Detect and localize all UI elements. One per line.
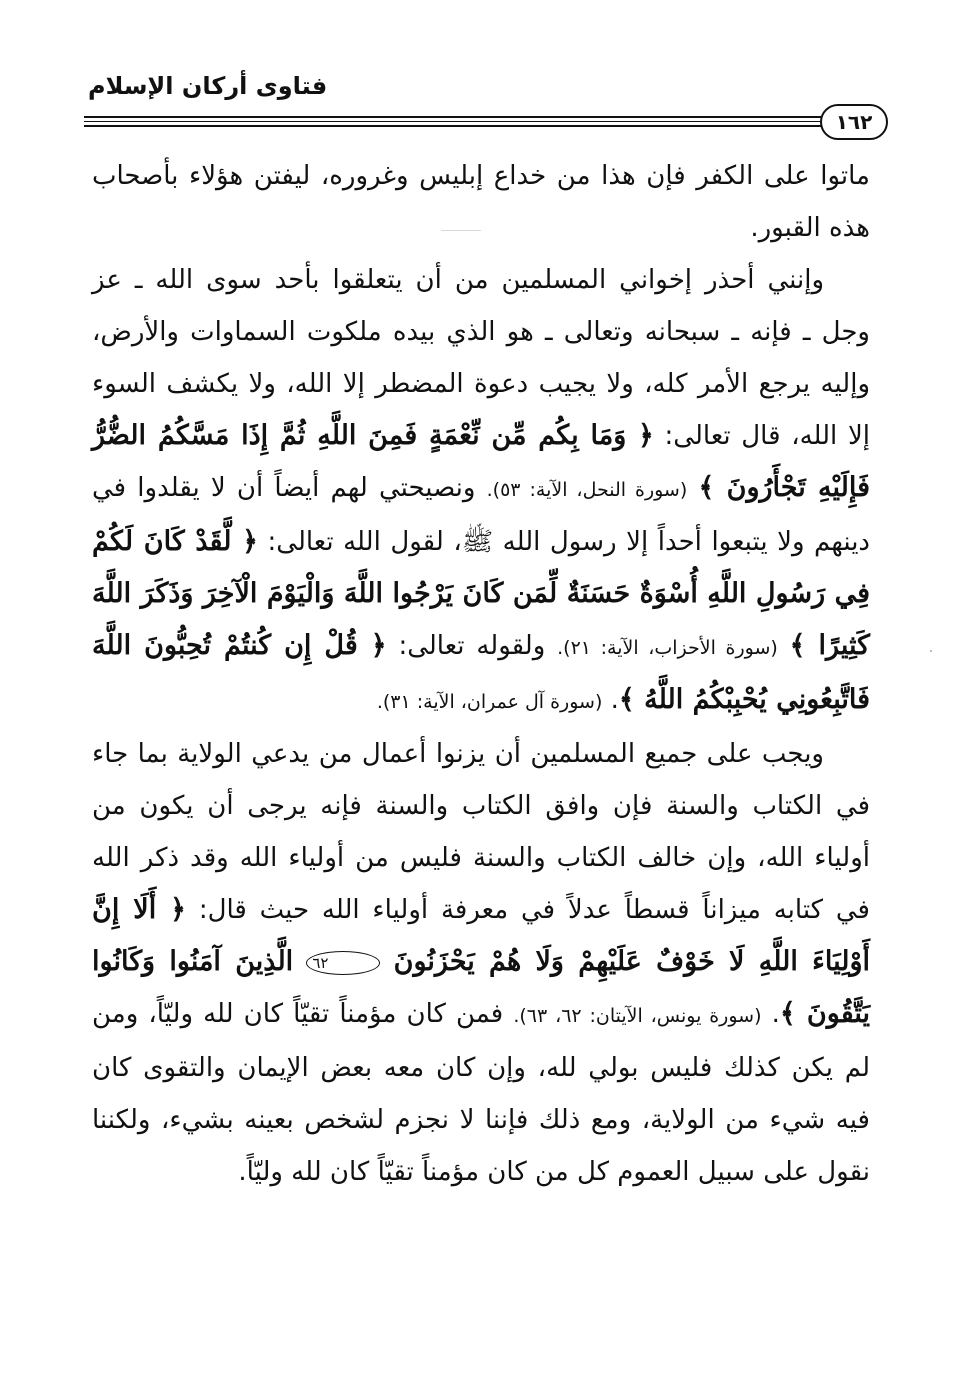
- scan-mark: [930, 650, 932, 652]
- header-rule: [84, 121, 830, 122]
- punctuation: .: [610, 685, 619, 715]
- quran-verse: ﴿ لَّقَدْ كَانَ لَكُمْ فِي رَسُولِ اللَّهِ أُسْوَةٌ حَسَنَةٌ لِّمَن كَانَ يَرْجُوا اللَّهَ وَالْيَوْمَ الْآخِرَ وَذَكَرَ اللَّهَ كَثِيرًا ﴾: [92, 526, 871, 661]
- verse-reference: (سورة آل عمران، الآية: ٣١).: [376, 691, 603, 713]
- paragraph-text: وإنني أحذر إخواني المسلمين من أن يتعلقوا بأحد سوى الله ـ عز وجل ـ فإنه ـ سبحانه وتعالى ـ هو الذي بيده ملكوت السماوات والأرض، وإليه يرجع الأمر كله، ولا يجيب دعوة المضطر إلا الله، ولا يكشف السوء إلا الله، قال تعالى:: [92, 265, 870, 451]
- paragraph: [92, 150, 870, 254]
- header-rule: [84, 125, 830, 127]
- quran-verse: ﴿ قُلْ إِن كُنتُمْ تُحِبُّونَ اللَّهَ فَاتَّبِعُونِي يُحْبِبْكُمُ اللَّهُ ﴾: [92, 630, 870, 715]
- paragraph-text: ويجب على جميع المسلمين أن يزنوا أعمال من يدعي الولاية بما جاء في الكتاب والسنة فإن وافق الكتاب والسنة فإنه يرجى أن يكون من أولياء الله، وإن خالف الكتاب والسنة فليس من أولياء الله وقد ذكر الله في كتابه ميزاناً قسطاً عدلاً في معرفة أولياء الله حيث قال:: [92, 739, 870, 925]
- paragraph-text: ونصيحتي لهم أيضاً أن لا يقلدوا في دينهم ولا يتبعوا أحداً إلا رسول الله ﷺ، لقول الله تعالى:: [92, 473, 871, 557]
- header-rule: [84, 116, 830, 118]
- book-title: فتاوى أركان الإسلام: [88, 72, 328, 100]
- quran-verse: ﴿ وَمَا بِكُم مِّن نِّعْمَةٍ فَمِنَ اللَّهِ ثُمَّ إِذَا مَسَّكُمُ الضُّرُّ فَإِلَيْهِ تَجْأَرُونَ ﴾: [92, 420, 871, 503]
- punctuation: .: [771, 999, 780, 1029]
- verse-reference: (سورة يونس، الآيتان: ٦٢، ٦٣).: [513, 1005, 762, 1027]
- paragraph: [92, 728, 870, 1198]
- paragraph-text: ولقوله تعالى:: [398, 631, 546, 661]
- paragraph: [92, 254, 870, 728]
- page-number: ١٦٢: [820, 104, 888, 140]
- paragraph-text: ماتوا على الكفر فإن هذا من خداع إبليس وغروره، ليفتن هؤلاء بأصحاب هذه القبور.: [92, 161, 870, 243]
- quran-verse: ﴿ أَلَا إِنَّ أَوْلِيَاءَ اللَّهِ لَا خَوْفٌ عَلَيْهِمْ وَلَا هُمْ يَحْزَنُونَ: [92, 894, 871, 977]
- ayah-number-marker: ٦٢: [306, 951, 380, 975]
- paragraph-text: فمن كان مؤمناً تقيّاً كان لله وليّاً، ومن لم يكن كذلك فليس بولي لله، وإن كان معه بعض الإيمان والتقوى كان فيه شيء من الولاية، ومع ذلك فإننا لا نجزم لشخص بعينه بشيء، ولكننا نقول على سبيل العموم كل من كان مؤمناً تقيّاً كان لله وليّاً.: [92, 999, 870, 1187]
- body-text: [92, 150, 870, 1290]
- quran-verse: الَّذِينَ آمَنُوا وَكَانُوا يَتَّقُونَ ﴾: [92, 946, 871, 1029]
- verse-reference: (سورة النحل، الآية: ٥٣).: [486, 479, 688, 501]
- verse-reference: (سورة الأحزاب، الآية: ٢١).: [557, 637, 778, 659]
